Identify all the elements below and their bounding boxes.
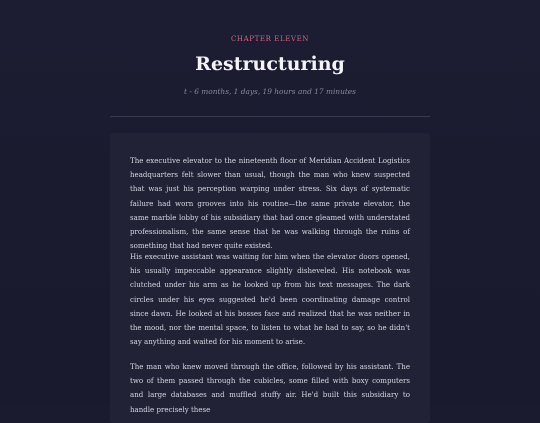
paragraph-1: The executive elevator to the nineteenth floor of Meridian Accident Logistics headquarters felt slower than usual, though the man who knew suspected that was just his perception warping under stress. Six days of systematic failure had worn grooves into his routine—the same private elevator, the same marble lobby of his subsidiary that had once gleamed with understated professionalism, the same sense that he was walking through the ruins of something that had never quite existed.: [130, 156, 410, 251]
chapter-title: Restructuring: [195, 53, 345, 75]
paragraph-2: His executive assistant was waiting for him when the elevator doors opened, his usually impeccable appearance slightly disheveled. His notebook was clutched under his arm as he looked up from his text messages. The dark circles under his eyes suggested he'd been coordinating damage control since dawn. He looked at his bosses face and realized that he was neither in the mood, nor the mental space, to listen to what he had to say, so he didn't say anything and waited for his moment to arise.: [130, 252, 410, 347]
chapter-label: CHAPTER ELEVEN: [230, 35, 310, 43]
chapter-timestamp: t - 6 months, 1 days, 19 hours and 17 minutes: [184, 87, 356, 96]
header-divider: [110, 116, 430, 117]
paragraph-3: The man who knew moved through the office, followed by his assistant. The two of them passed through the cubicles, some filled with boxy computers and large databases and muffled stuffy air. He'd built this subsidiary to handle precisely these: [130, 362, 410, 414]
chapter-text-card[interactable]: [110, 133, 430, 423]
